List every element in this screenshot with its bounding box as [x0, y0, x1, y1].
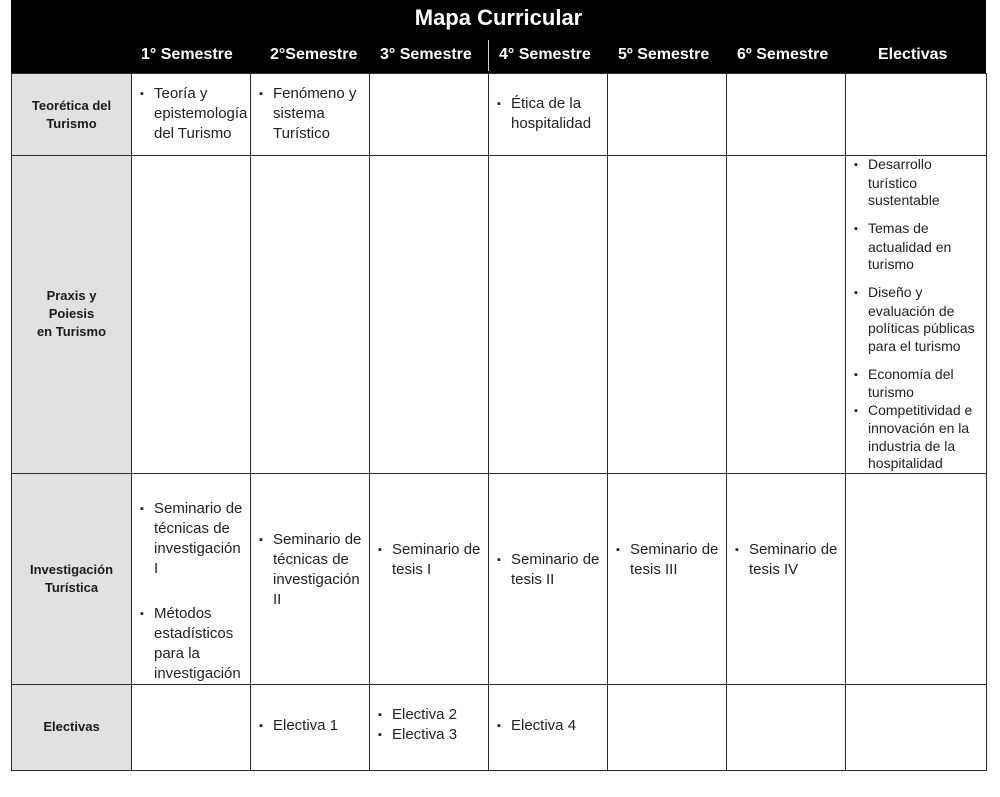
- column-header-sem1: 1° Semestre: [141, 46, 233, 63]
- cell-electivas-sem1: [132, 684, 251, 770]
- table-row: [12, 74, 987, 156]
- course-item: ▪ Diseño y evaluación de políticas públicas para el turismo: [854, 284, 975, 354]
- course-item: ▪ Seminario de tesis II: [497, 550, 600, 588]
- cell-electivas-sem3: [370, 684, 489, 770]
- cell-investigacion-sem5: [608, 473, 727, 684]
- row-header-line: Turística: [44, 579, 99, 595]
- cell-teoretica-sem4: [489, 74, 608, 156]
- course-item: ▪ Ética de la hospitalidad: [497, 95, 592, 132]
- cell-praxis-electivas: [846, 156, 987, 474]
- cell-praxis-sem4: [489, 156, 608, 474]
- course-item: ▪ Seminario de técnicas de investigación I: [140, 499, 243, 577]
- cell-teoretica-sem6: [727, 74, 846, 156]
- row-header-line: Teorética del: [31, 97, 112, 113]
- table-row: [12, 473, 987, 684]
- row-header-praxis: [12, 156, 132, 474]
- cell-teoretica-sem5: [608, 74, 727, 156]
- course-item: ▪ Seminario de tesis IV: [735, 540, 838, 578]
- column-header-electivas: Electivas: [878, 46, 948, 63]
- cell-electivas-sem5: [608, 684, 727, 770]
- cell-electivas-sem6: [727, 684, 846, 770]
- column-header-sem3: 3° Semestre: [380, 46, 472, 63]
- row-header-line: Electivas: [43, 719, 100, 734]
- cell-praxis-sem3: [370, 156, 489, 474]
- column-header-sem6: 6º Semestre: [737, 46, 829, 63]
- course-item: ▪ Electiva 1: [259, 716, 339, 734]
- cell-teoretica-sem1: [132, 74, 251, 156]
- course-item: ▪ Economía del turismo: [854, 365, 954, 400]
- row-header-line: Praxis y: [46, 288, 97, 304]
- cell-praxis-sem6: [727, 156, 846, 474]
- course-item: ▪ Competitividad e innovación en la industria de la hospitalidad: [854, 401, 973, 471]
- cell-teoretica-sem2: [251, 74, 370, 156]
- cell-teoretica-sem3: [370, 74, 489, 156]
- row-header-investigacion: [12, 473, 132, 684]
- curriculum-map: [11, 0, 986, 771]
- row-header-line: en Turismo: [36, 324, 107, 340]
- course-item: ▪ Métodos estadísticos para la investigación: [140, 604, 241, 682]
- column-header-sem2: 2°Semestre: [270, 46, 358, 63]
- cell-investigacion-sem6: [727, 473, 846, 684]
- course-item: ▪ Electiva 3: [378, 725, 458, 743]
- cell-electivas-sem2: [251, 684, 370, 770]
- semester-header-row: [11, 36, 986, 73]
- cell-electivas-sem4: [489, 684, 608, 770]
- course-item: ▪ Fenómeno y sistema Turístico: [259, 85, 357, 142]
- row-header-line: Poiesis: [48, 306, 95, 322]
- table-row: [12, 156, 987, 474]
- row-header-electivas: [12, 684, 132, 770]
- row-header-line: Investigación: [29, 561, 114, 577]
- cell-electivas-electivas: [846, 684, 987, 770]
- course-item: ▪ Seminario de tesis III: [616, 540, 719, 578]
- header-divider: [488, 40, 489, 71]
- cell-praxis-sem1: [132, 156, 251, 474]
- course-item: ▪ Electiva 2: [378, 705, 458, 723]
- row-header-teoretica: [12, 74, 132, 156]
- cell-investigacion-sem1: [132, 473, 251, 684]
- column-header-sem5: 5º Semestre: [618, 46, 710, 63]
- cell-investigacion-electivas: [846, 473, 987, 684]
- curriculum-table: [11, 73, 987, 771]
- cell-praxis-sem5: [608, 156, 727, 474]
- course-item: ▪ Temas de actualidad en turismo: [854, 220, 952, 272]
- row-header-line: Turismo: [46, 115, 97, 131]
- course-item: ▪ Seminario de tesis I: [378, 540, 481, 578]
- course-item: ▪ Electiva 4: [497, 716, 577, 734]
- cell-investigacion-sem2: [251, 473, 370, 684]
- course-item: ▪ Seminario de técnicas de investigación II: [259, 530, 362, 608]
- cell-investigacion-sem3: [370, 473, 489, 684]
- cell-praxis-sem2: [251, 156, 370, 474]
- course-item: ▪ Desarrollo turístico sustentable: [854, 156, 940, 208]
- cell-teoretica-electivas: [846, 74, 987, 156]
- page-title: Mapa Curricular: [11, 0, 986, 36]
- table-row: [12, 684, 987, 770]
- cell-investigacion-sem4: [489, 473, 608, 684]
- course-item: ▪ Teoría y epistemología del Turismo: [140, 85, 248, 142]
- column-header-sem4: 4° Semestre: [499, 46, 591, 63]
